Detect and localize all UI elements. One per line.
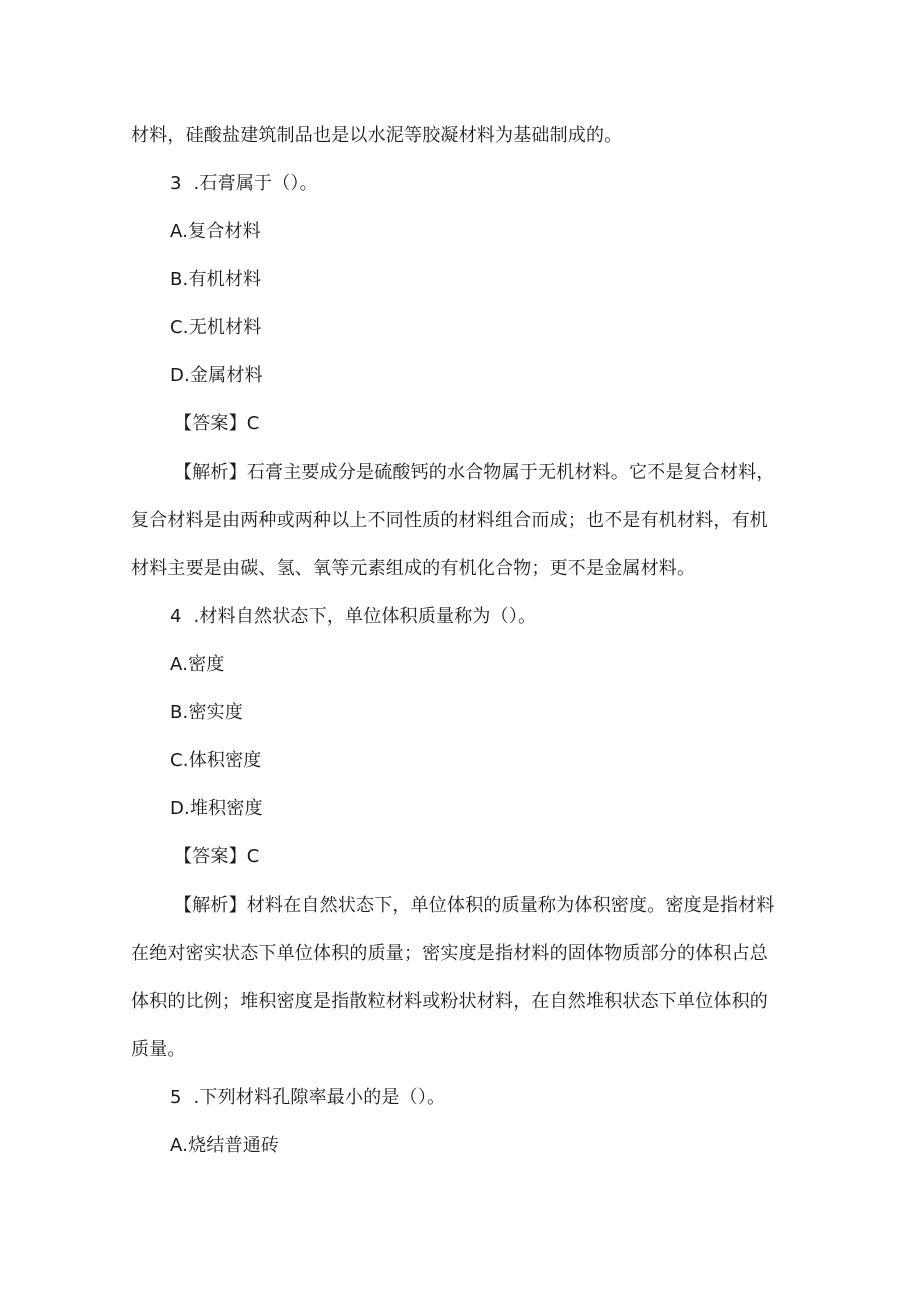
question-4-option-c: C.体积密度 (170, 750, 262, 771)
paragraph-continuation: 材料，硅酸盐建筑制品也是以水泥等胶凝材料为基础制成的。 (131, 125, 623, 146)
question-3-answer: 【答案】C (174, 413, 260, 434)
question-4-analysis-line-1: 【解析】材料在自然状态下，单位体积的质量称为体积密度。密度是指材料 (174, 895, 775, 916)
question-4-analysis-line-4: 质量。 (131, 1039, 186, 1060)
question-5-stem: 5 .下列材料孔隙率最小的是（）。 (170, 1087, 446, 1108)
question-3-option-b: B.有机材料 (170, 269, 262, 290)
question-3-analysis-line-3: 材料主要是由碳、氢、氧等元素组成的有机化合物；更不是金属材料。 (131, 558, 696, 579)
question-5-option-a: A.烧结普通砖 (170, 1135, 280, 1156)
question-4-option-b: B.密实度 (170, 702, 244, 723)
question-3-option-a: A.复合材料 (170, 221, 261, 242)
question-4-stem: 4 .材料自然状态下，单位体积质量称为（）。 (170, 606, 537, 627)
question-4-option-d: D.堆积密度 (170, 798, 263, 819)
question-3-option-d: D.金属材料 (170, 365, 263, 386)
question-3-option-c: C.无机材料 (170, 317, 262, 338)
question-4-analysis-line-3: 体积的比例；堆积密度是指散粒材料或粉状材料，在自然堆积状态下单位体积的 (131, 991, 768, 1012)
question-4-analysis-line-2: 在绝对密实状态下单位体积的质量；密实度是指材料的固体物质部分的体积占总 (131, 943, 768, 964)
question-4-answer: 【答案】C (174, 846, 260, 867)
question-3-analysis-line-1: 【解析】石膏主要成分是硫酸钙的水合物属于无机材料。它不是复合材料， (174, 462, 775, 483)
question-3-analysis-line-2: 复合材料是由两种或两种以上不同性质的材料组合而成；也不是有机材料，有机 (131, 510, 768, 531)
question-4-option-a: A.密度 (170, 654, 225, 675)
question-3-stem: 3 .石膏属于（）。 (170, 173, 318, 194)
